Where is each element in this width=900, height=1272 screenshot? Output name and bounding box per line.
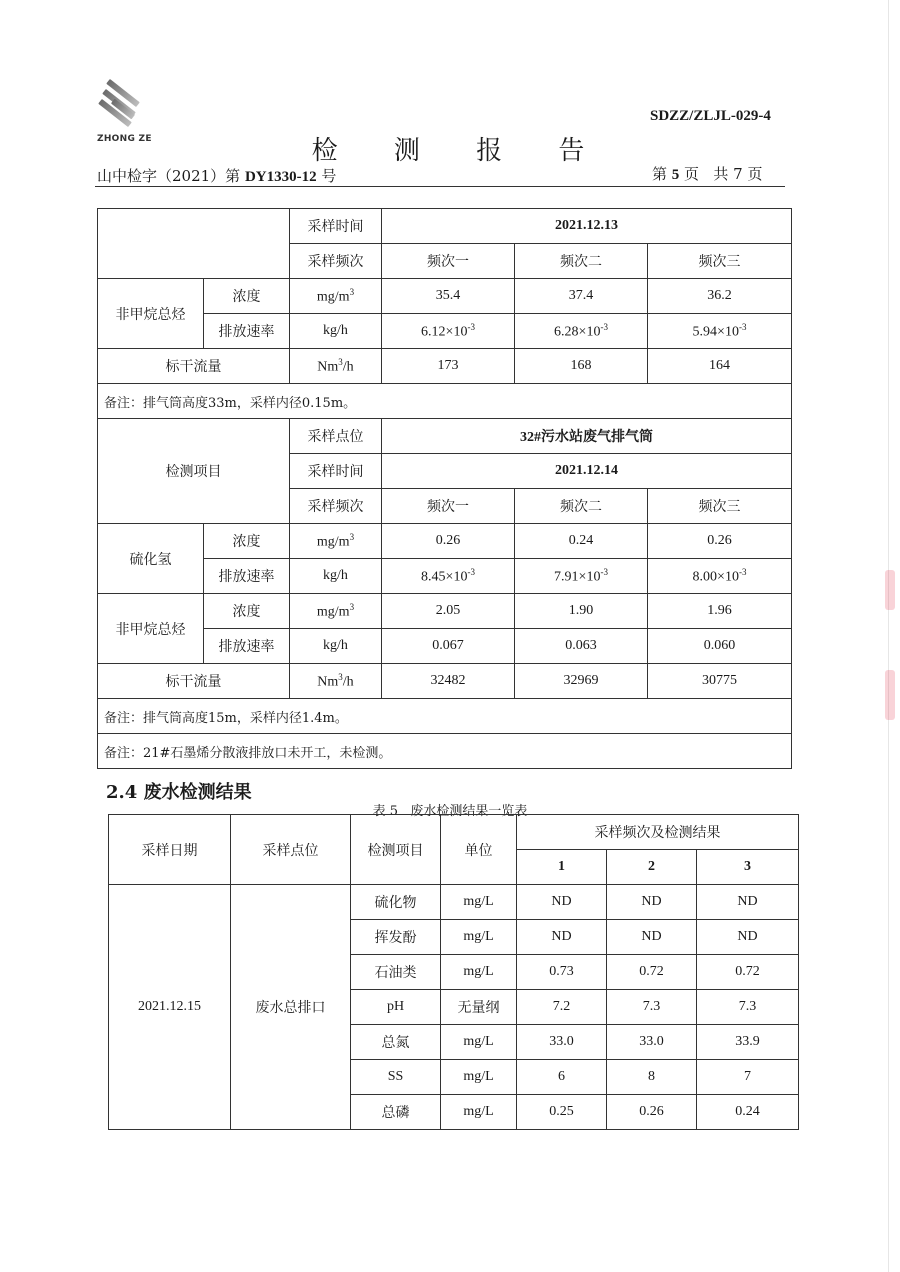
value-cell: 0.24 [697,1095,799,1130]
report-number-suffix: 号 [316,167,337,185]
value-cell: 36.2 [648,279,792,314]
test-item: pH [351,990,441,1025]
value-cell: 164 [648,349,792,384]
page-edge [888,0,889,1272]
value-cell: 1.90 [515,594,648,629]
test-item: 总氮 [351,1025,441,1060]
item-name: 非甲烷总烃 [98,594,204,664]
exhaust-gas-table [97,208,792,769]
value-cell: ND [697,885,799,920]
value-cell: ND [517,885,607,920]
unit-rate: kg/h [290,314,382,349]
param-emission-rate: 排放速率 [204,559,290,594]
value-cell: $8.45\times 10^{-3}$ [382,559,515,594]
header-item: 检测项目 [351,815,441,885]
seal-stamp-fragment [885,670,895,720]
sampling-time-value: 2021.12.13 [382,209,792,244]
value-cell: 33.9 [697,1025,799,1060]
value-cell: 37.4 [515,279,648,314]
report-number-prefix: 山中检字（2021）第 [97,167,245,185]
flow-label: 标干流量 [98,664,290,699]
report-number-code: DY1330-12 [244,169,317,185]
header-date: 采样日期 [109,815,231,885]
value-cell: 173 [382,349,515,384]
value-cell: 0.73 [517,955,607,990]
unit: mg/L [441,885,517,920]
sampling-date: 2021.12.15 [109,885,231,1130]
header-freq-3: 3 [697,850,799,885]
value-cell: 0.24 [515,524,648,559]
test-item: 挥发酚 [351,920,441,955]
value-cell: 33.0 [607,1025,697,1060]
remark: 备注：21#石墨烯分散液排放口未开工，未检测。 [98,734,792,769]
value-cell: 7.2 [517,990,607,1025]
table-row [109,885,799,920]
frequency-1: 频次一 [382,489,515,524]
value-cell: 33.0 [517,1025,607,1060]
frequency-2: 频次二 [515,244,648,279]
value-cell: 0.26 [648,524,792,559]
document-code: SDZZ/ZLJL-029-4 [650,108,771,124]
sampling-frequency-label: 采样频次 [290,244,382,279]
param-concentration: 浓度 [204,594,290,629]
flow-unit: Nm$^3$/h [290,664,382,699]
header-freq-2: 2 [607,850,697,885]
value-cell: ND [517,920,607,955]
unit: mg/L [441,920,517,955]
page-current: 5 [671,167,680,183]
header-unit: 单位 [441,815,517,885]
param-concentration: 浓度 [204,524,290,559]
company-logo-icon [96,82,156,134]
param-emission-rate: 排放速率 [204,629,290,664]
sampling-point-value: 32#污水站废气排气筒 [382,419,792,454]
unit-rate: kg/h [290,559,382,594]
value-cell: 0.26 [382,524,515,559]
section-heading: 2.4 废水检测结果 [106,782,252,803]
value-cell: 30775 [648,664,792,699]
param-concentration: 浓度 [204,279,290,314]
test-item: 总磷 [351,1095,441,1130]
test-item: 石油类 [351,955,441,990]
value-cell: 6 [517,1060,607,1095]
value-cell: 0.72 [607,955,697,990]
test-item-label: 检测项目 [98,419,290,524]
value-cell: 32482 [382,664,515,699]
page-middle: 页 共 [679,165,734,183]
sampling-point: 废水总排口 [231,885,351,1130]
value-cell: 168 [515,349,648,384]
page-title: 检 测 报 告 [311,136,609,166]
report-number [97,165,336,186]
value-cell: $6.12\times 10^{-3}$ [382,314,515,349]
value-cell: 0.25 [517,1095,607,1130]
value-cell: $7.91\times 10^{-3}$ [515,559,648,594]
value-cell: 7 [697,1060,799,1095]
flow-unit: Nm$^3$/h [290,349,382,384]
sampling-time-label: 采样时间 [290,454,382,489]
test-item: SS [351,1060,441,1095]
frequency-3: 频次三 [648,489,792,524]
value-cell: 7.3 [607,990,697,1025]
value-cell: 0.067 [382,629,515,664]
blank-header-cell [98,209,290,279]
unit-concentration: $mg/m^3$ [290,279,382,314]
page-total: 7 [733,165,743,183]
value-cell: 0.063 [515,629,648,664]
test-item: 硫化物 [351,885,441,920]
page-suffix: 页 [742,165,763,183]
value-cell: 0.060 [648,629,792,664]
unit: mg/L [441,1025,517,1060]
sampling-frequency-label: 采样频次 [290,489,382,524]
value-cell: $6.28\times 10^{-3}$ [515,314,648,349]
value-cell: $5.94\times 10^{-3}$ [648,314,792,349]
flow-label: 标干流量 [98,349,290,384]
value-cell: 35.4 [382,279,515,314]
header-freq-1: 1 [517,850,607,885]
unit: 无量纲 [441,990,517,1025]
value-cell: 0.26 [607,1095,697,1130]
table-caption: 表 5 废水检测结果一览表 [372,804,528,819]
unit: mg/L [441,955,517,990]
page-number [652,163,762,184]
value-cell: 1.96 [648,594,792,629]
remark: 备注：排气筒高度33m，采样内径0.15m。 [98,384,792,419]
item-name: 非甲烷总烃 [98,279,204,349]
header-point: 采样点位 [231,815,351,885]
value-cell: $8.00\times 10^{-3}$ [648,559,792,594]
value-cell: ND [607,920,697,955]
value-cell: ND [607,885,697,920]
value-cell: 32969 [515,664,648,699]
seal-stamp-fragment [885,570,895,610]
unit: mg/L [441,1095,517,1130]
unit-concentration: $mg/m^3$ [290,524,382,559]
frequency-3: 频次三 [648,244,792,279]
frequency-2: 频次二 [515,489,648,524]
sampling-time-label: 采样时间 [290,209,382,244]
sampling-point-label: 采样点位 [290,419,382,454]
unit-concentration: $mg/m^3$ [290,594,382,629]
value-cell: 7.3 [697,990,799,1025]
header-results: 采样频次及检测结果 [517,815,799,850]
sampling-time-value: 2021.12.14 [382,454,792,489]
value-cell: 2.05 [382,594,515,629]
remark: 备注：排气筒高度15m，采样内径1.4m。 [98,699,792,734]
page-prefix: 第 [652,165,672,183]
value-cell: 0.72 [697,955,799,990]
unit-rate: kg/h [290,629,382,664]
value-cell: ND [697,920,799,955]
frequency-1: 频次一 [382,244,515,279]
logo-text: ZHONG ZE [97,134,152,144]
value-cell: 8 [607,1060,697,1095]
unit: mg/L [441,1060,517,1095]
param-emission-rate: 排放速率 [204,314,290,349]
header-divider [95,186,785,187]
wastewater-table [108,814,799,1130]
item-name: 硫化氢 [98,524,204,594]
